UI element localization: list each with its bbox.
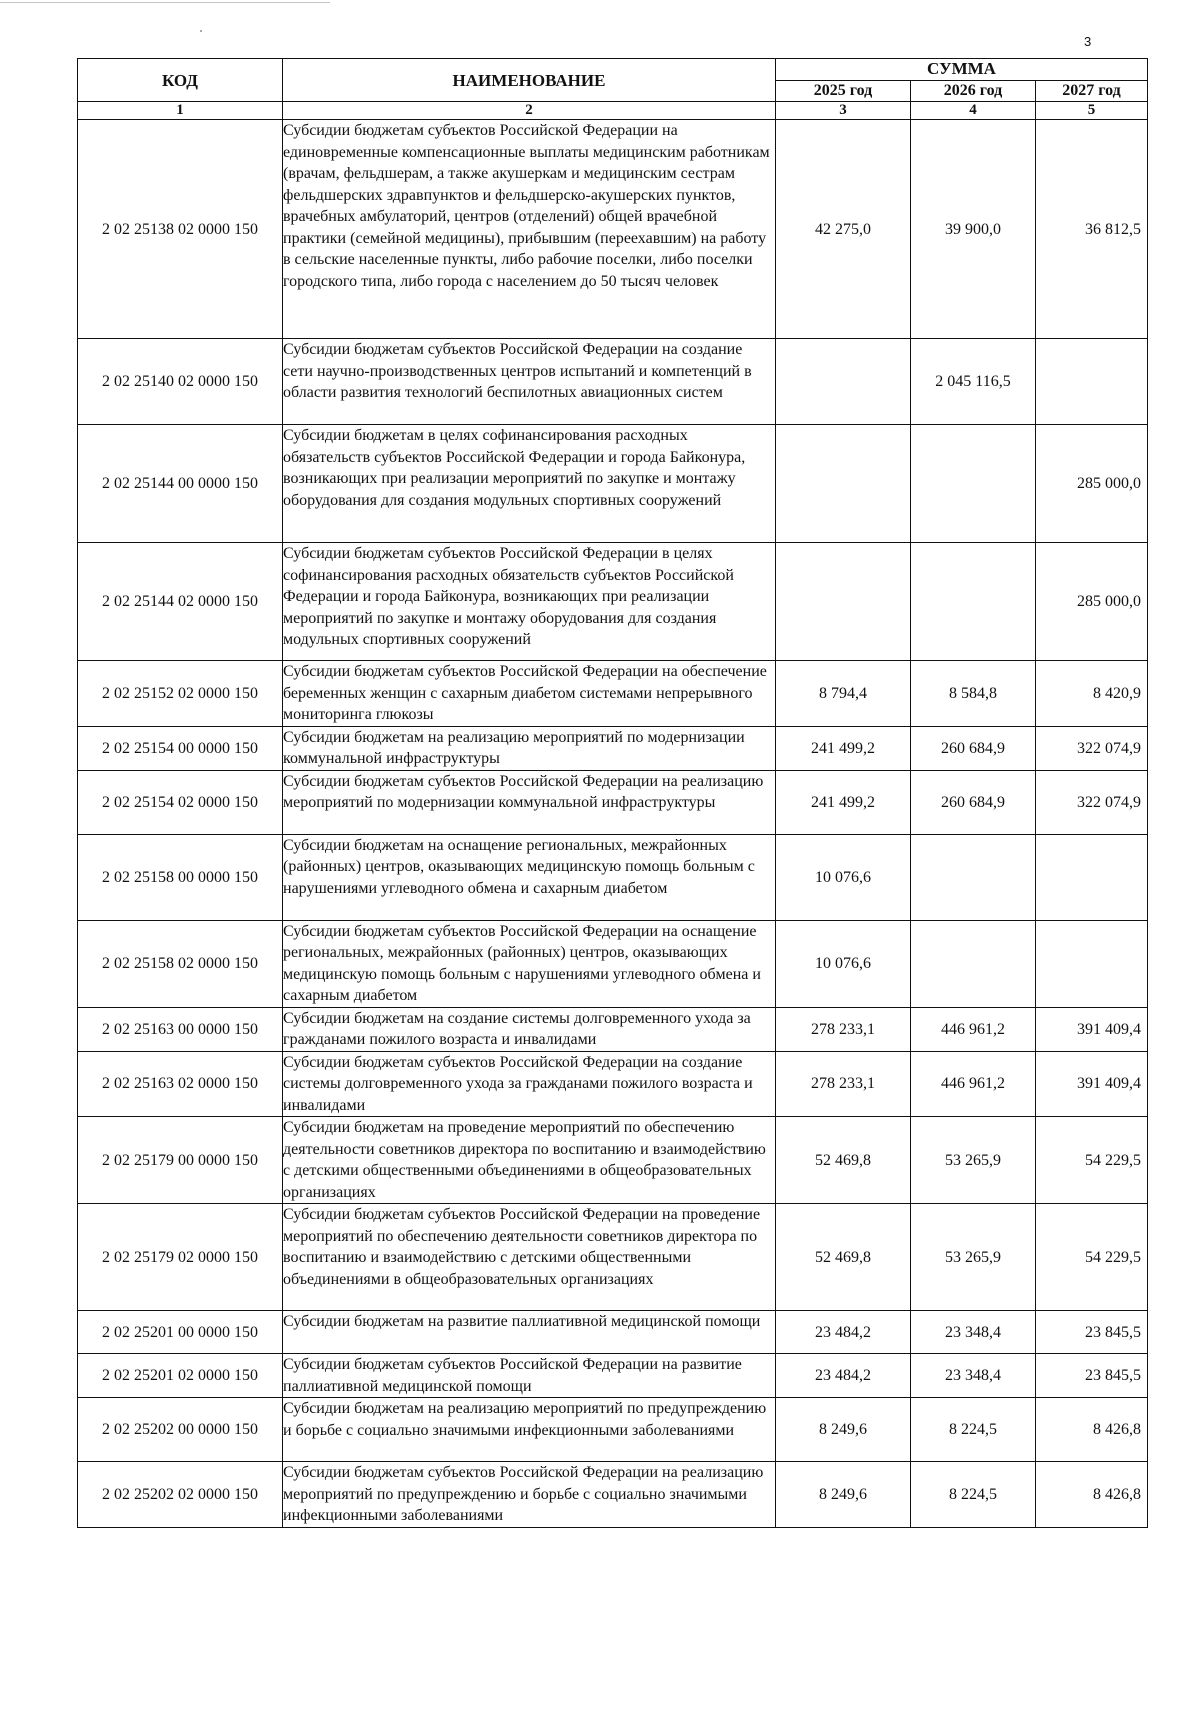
- header-code: КОД: [78, 59, 283, 102]
- cell-amount-2025: 52 469,8: [776, 1204, 911, 1311]
- cell-amount-2026: [911, 543, 1036, 661]
- cell-name: Субсидии бюджетам на реализацию мероприятий по предупреждению и борьбе с социально значимыми инфекционными заболеваниями: [283, 1398, 776, 1462]
- table-row: [78, 834, 1148, 920]
- header-name: НАИМЕНОВАНИЕ: [283, 59, 776, 102]
- cell-amount-2027: 54 229,5: [1036, 1117, 1148, 1204]
- cell-amount-2026: 53 265,9: [911, 1204, 1036, 1311]
- cell-amount-2027: 23 845,5: [1036, 1354, 1148, 1398]
- table-row: [78, 1204, 1148, 1311]
- cell-amount-2027: 322 074,9: [1036, 726, 1148, 770]
- cell-code: 2 02 25154 02 0000 150: [78, 770, 283, 834]
- cell-code: 2 02 25163 00 0000 150: [78, 1007, 283, 1051]
- cell-name: Субсидии бюджетам субъектов Российской Федерации на реализацию мероприятий по модернизации коммунальной инфраструктуры: [283, 770, 776, 834]
- cell-amount-2026: [911, 425, 1036, 543]
- table-row: [78, 1462, 1148, 1528]
- cell-amount-2025: 278 233,1: [776, 1051, 911, 1117]
- cell-amount-2027: [1036, 339, 1148, 425]
- cell-amount-2025: [776, 339, 911, 425]
- cell-name: Субсидии бюджетам на развитие паллиативной медицинской помощи: [283, 1311, 776, 1354]
- cell-name: Субсидии бюджетам на реализацию мероприятий по модернизации коммунальной инфраструктуры: [283, 726, 776, 770]
- cell-amount-2026: 260 684,9: [911, 726, 1036, 770]
- cell-amount-2027: 391 409,4: [1036, 1007, 1148, 1051]
- header-sum: СУММА: [776, 59, 1148, 81]
- cell-name: Субсидии бюджетам на оснащение региональных, межрайонных (районных) центров, оказывающих медицинскую помощь больным с нарушениями углеводного обмена и сахарным диабетом: [283, 834, 776, 920]
- table-row: [78, 661, 1148, 727]
- cell-amount-2025: 241 499,2: [776, 726, 911, 770]
- table-row: [78, 1311, 1148, 1354]
- cell-amount-2025: 52 469,8: [776, 1117, 911, 1204]
- cell-amount-2027: 322 074,9: [1036, 770, 1148, 834]
- table-row: [78, 920, 1148, 1007]
- table-row: [78, 1398, 1148, 1462]
- table-row: [78, 1051, 1148, 1117]
- cell-amount-2025: 23 484,2: [776, 1311, 911, 1354]
- cell-amount-2026: 53 265,9: [911, 1117, 1036, 1204]
- scan-artifact-dot: [200, 30, 202, 32]
- header-year-2026: 2026 год: [911, 80, 1036, 102]
- cell-amount-2026: 39 900,0: [911, 120, 1036, 339]
- cell-amount-2026: 260 684,9: [911, 770, 1036, 834]
- cell-amount-2027: 23 845,5: [1036, 1311, 1148, 1354]
- table-row: [78, 726, 1148, 770]
- cell-code: 2 02 25158 02 0000 150: [78, 920, 283, 1007]
- column-number-4: 4: [911, 102, 1036, 120]
- cell-amount-2025: 23 484,2: [776, 1354, 911, 1398]
- header-year-2027: 2027 год: [1036, 80, 1148, 102]
- cell-code: 2 02 25202 00 0000 150: [78, 1398, 283, 1462]
- budget-table: [77, 58, 1148, 1528]
- cell-code: 2 02 25144 00 0000 150: [78, 425, 283, 543]
- cell-amount-2027: 36 812,5: [1036, 120, 1148, 339]
- table-row: [78, 543, 1148, 661]
- cell-code: 2 02 25152 02 0000 150: [78, 661, 283, 727]
- table-row: [78, 770, 1148, 834]
- cell-name: Субсидии бюджетам субъектов Российской Федерации на оснащение региональных, межрайонных (районных) центров, оказывающих медицинскую помощь больным с нарушениями углеводного обмена и сахарным диабетом: [283, 920, 776, 1007]
- cell-amount-2027: 8 426,8: [1036, 1398, 1148, 1462]
- cell-name: Субсидии бюджетам субъектов Российской Федерации на создание системы долговременного ухода за гражданами пожилого возраста и инвалидами: [283, 1051, 776, 1117]
- cell-name: Субсидии бюджетам субъектов Российской Федерации на единовременные компенсационные выплаты медицинским работникам (врачам, фельдшерам, а также акушеркам и медицинским сестрам фельдшерских здравпунктов и фельдшерско-акушерских пунктов, врачебных амбулаторий, центров (отделений) общей врачебной практики (семейной медицины), прибывшим (переехавшим) на работу в сельские населенные пункты, либо рабочие поселки, либо поселки городского типа, либо города с населением до 50 тысяч человек: [283, 120, 776, 339]
- header-year-2025: 2025 год: [776, 80, 911, 102]
- table-row: [78, 1354, 1148, 1398]
- cell-amount-2025: 10 076,6: [776, 834, 911, 920]
- cell-amount-2026: 2 045 116,5: [911, 339, 1036, 425]
- cell-amount-2027: 8 420,9: [1036, 661, 1148, 727]
- cell-name: Субсидии бюджетам субъектов Российской Федерации на развитие паллиативной медицинской помощи: [283, 1354, 776, 1398]
- cell-amount-2025: 8 249,6: [776, 1462, 911, 1528]
- cell-amount-2025: 42 275,0: [776, 120, 911, 339]
- cell-amount-2027: 285 000,0: [1036, 425, 1148, 543]
- cell-amount-2027: 54 229,5: [1036, 1204, 1148, 1311]
- cell-name: Субсидии бюджетам субъектов Российской Федерации на проведение мероприятий по обеспечению деятельности советников директора по воспитанию и взаимодействию с детскими общественными объединениями в общеобразовательных организациях: [283, 1204, 776, 1311]
- table-row: [78, 1007, 1148, 1051]
- table-row: [78, 1117, 1148, 1204]
- cell-name: Субсидии бюджетам субъектов Российской Федерации на реализацию мероприятий по предупреждению и борьбе с социально значимыми инфекционными заболеваниями: [283, 1462, 776, 1528]
- scan-artifact-line: [0, 2, 330, 3]
- table-header: [78, 59, 1148, 120]
- column-number-5: 5: [1036, 102, 1148, 120]
- cell-name: Субсидии бюджетам субъектов Российской Федерации на обеспечение беременных женщин с сахарным диабетом системами непрерывного мониторинга глюкозы: [283, 661, 776, 727]
- cell-code: 2 02 25144 02 0000 150: [78, 543, 283, 661]
- cell-amount-2025: 278 233,1: [776, 1007, 911, 1051]
- table-row: [78, 425, 1148, 543]
- column-number-1: 1: [78, 102, 283, 120]
- cell-name: Субсидии бюджетам на создание системы долговременного ухода за гражданами пожилого возраста и инвалидами: [283, 1007, 776, 1051]
- cell-amount-2026: 446 961,2: [911, 1007, 1036, 1051]
- cell-code: 2 02 25201 02 0000 150: [78, 1354, 283, 1398]
- cell-amount-2025: 241 499,2: [776, 770, 911, 834]
- cell-amount-2026: 8 584,8: [911, 661, 1036, 727]
- cell-code: 2 02 25179 02 0000 150: [78, 1204, 283, 1311]
- table-body: [78, 120, 1148, 1528]
- cell-code: 2 02 25140 02 0000 150: [78, 339, 283, 425]
- cell-code: 2 02 25158 00 0000 150: [78, 834, 283, 920]
- cell-amount-2025: 10 076,6: [776, 920, 911, 1007]
- cell-amount-2027: 8 426,8: [1036, 1462, 1148, 1528]
- cell-amount-2026: 23 348,4: [911, 1311, 1036, 1354]
- cell-amount-2026: [911, 834, 1036, 920]
- table-row: [78, 120, 1148, 339]
- cell-amount-2027: 285 000,0: [1036, 543, 1148, 661]
- cell-amount-2025: 8 794,4: [776, 661, 911, 727]
- cell-code: 2 02 25179 00 0000 150: [78, 1117, 283, 1204]
- cell-amount-2026: 446 961,2: [911, 1051, 1036, 1117]
- cell-amount-2027: [1036, 920, 1148, 1007]
- cell-amount-2025: 8 249,6: [776, 1398, 911, 1462]
- cell-amount-2026: 8 224,5: [911, 1462, 1036, 1528]
- page-number: 3: [1084, 34, 1092, 49]
- cell-amount-2026: [911, 920, 1036, 1007]
- cell-code: 2 02 25163 02 0000 150: [78, 1051, 283, 1117]
- cell-name: Субсидии бюджетам в целях софинансирования расходных обязательств субъектов Российской Федерации и города Байконура, возникающих при реализации мероприятий по закупке и монтажу оборудования для создания модульных спортивных сооружений: [283, 425, 776, 543]
- table-row: [78, 339, 1148, 425]
- cell-amount-2026: 23 348,4: [911, 1354, 1036, 1398]
- column-number-3: 3: [776, 102, 911, 120]
- cell-code: 2 02 25138 02 0000 150: [78, 120, 283, 339]
- cell-name: Субсидии бюджетам на проведение мероприятий по обеспечению деятельности советников директора по воспитанию и взаимодействию с детскими общественными объединениями в общеобразовательных организациях: [283, 1117, 776, 1204]
- cell-amount-2026: 8 224,5: [911, 1398, 1036, 1462]
- cell-amount-2025: [776, 425, 911, 543]
- cell-amount-2027: [1036, 834, 1148, 920]
- cell-name: Субсидии бюджетам субъектов Российской Федерации на создание сети научно-производственных центров испытаний и компетенций в области развития технологий беспилотных авиационных систем: [283, 339, 776, 425]
- cell-code: 2 02 25201 00 0000 150: [78, 1311, 283, 1354]
- cell-code: 2 02 25154 00 0000 150: [78, 726, 283, 770]
- cell-name: Субсидии бюджетам субъектов Российской Федерации в целях софинансирования расходных обязательств субъектов Российской Федерации и города Байконура, возникающих при реализации мероприятий по закупке и монтажу оборудования для создания модульных спортивных сооружений: [283, 543, 776, 661]
- cell-amount-2025: [776, 543, 911, 661]
- cell-amount-2027: 391 409,4: [1036, 1051, 1148, 1117]
- cell-code: 2 02 25202 02 0000 150: [78, 1462, 283, 1528]
- column-number-2: 2: [283, 102, 776, 120]
